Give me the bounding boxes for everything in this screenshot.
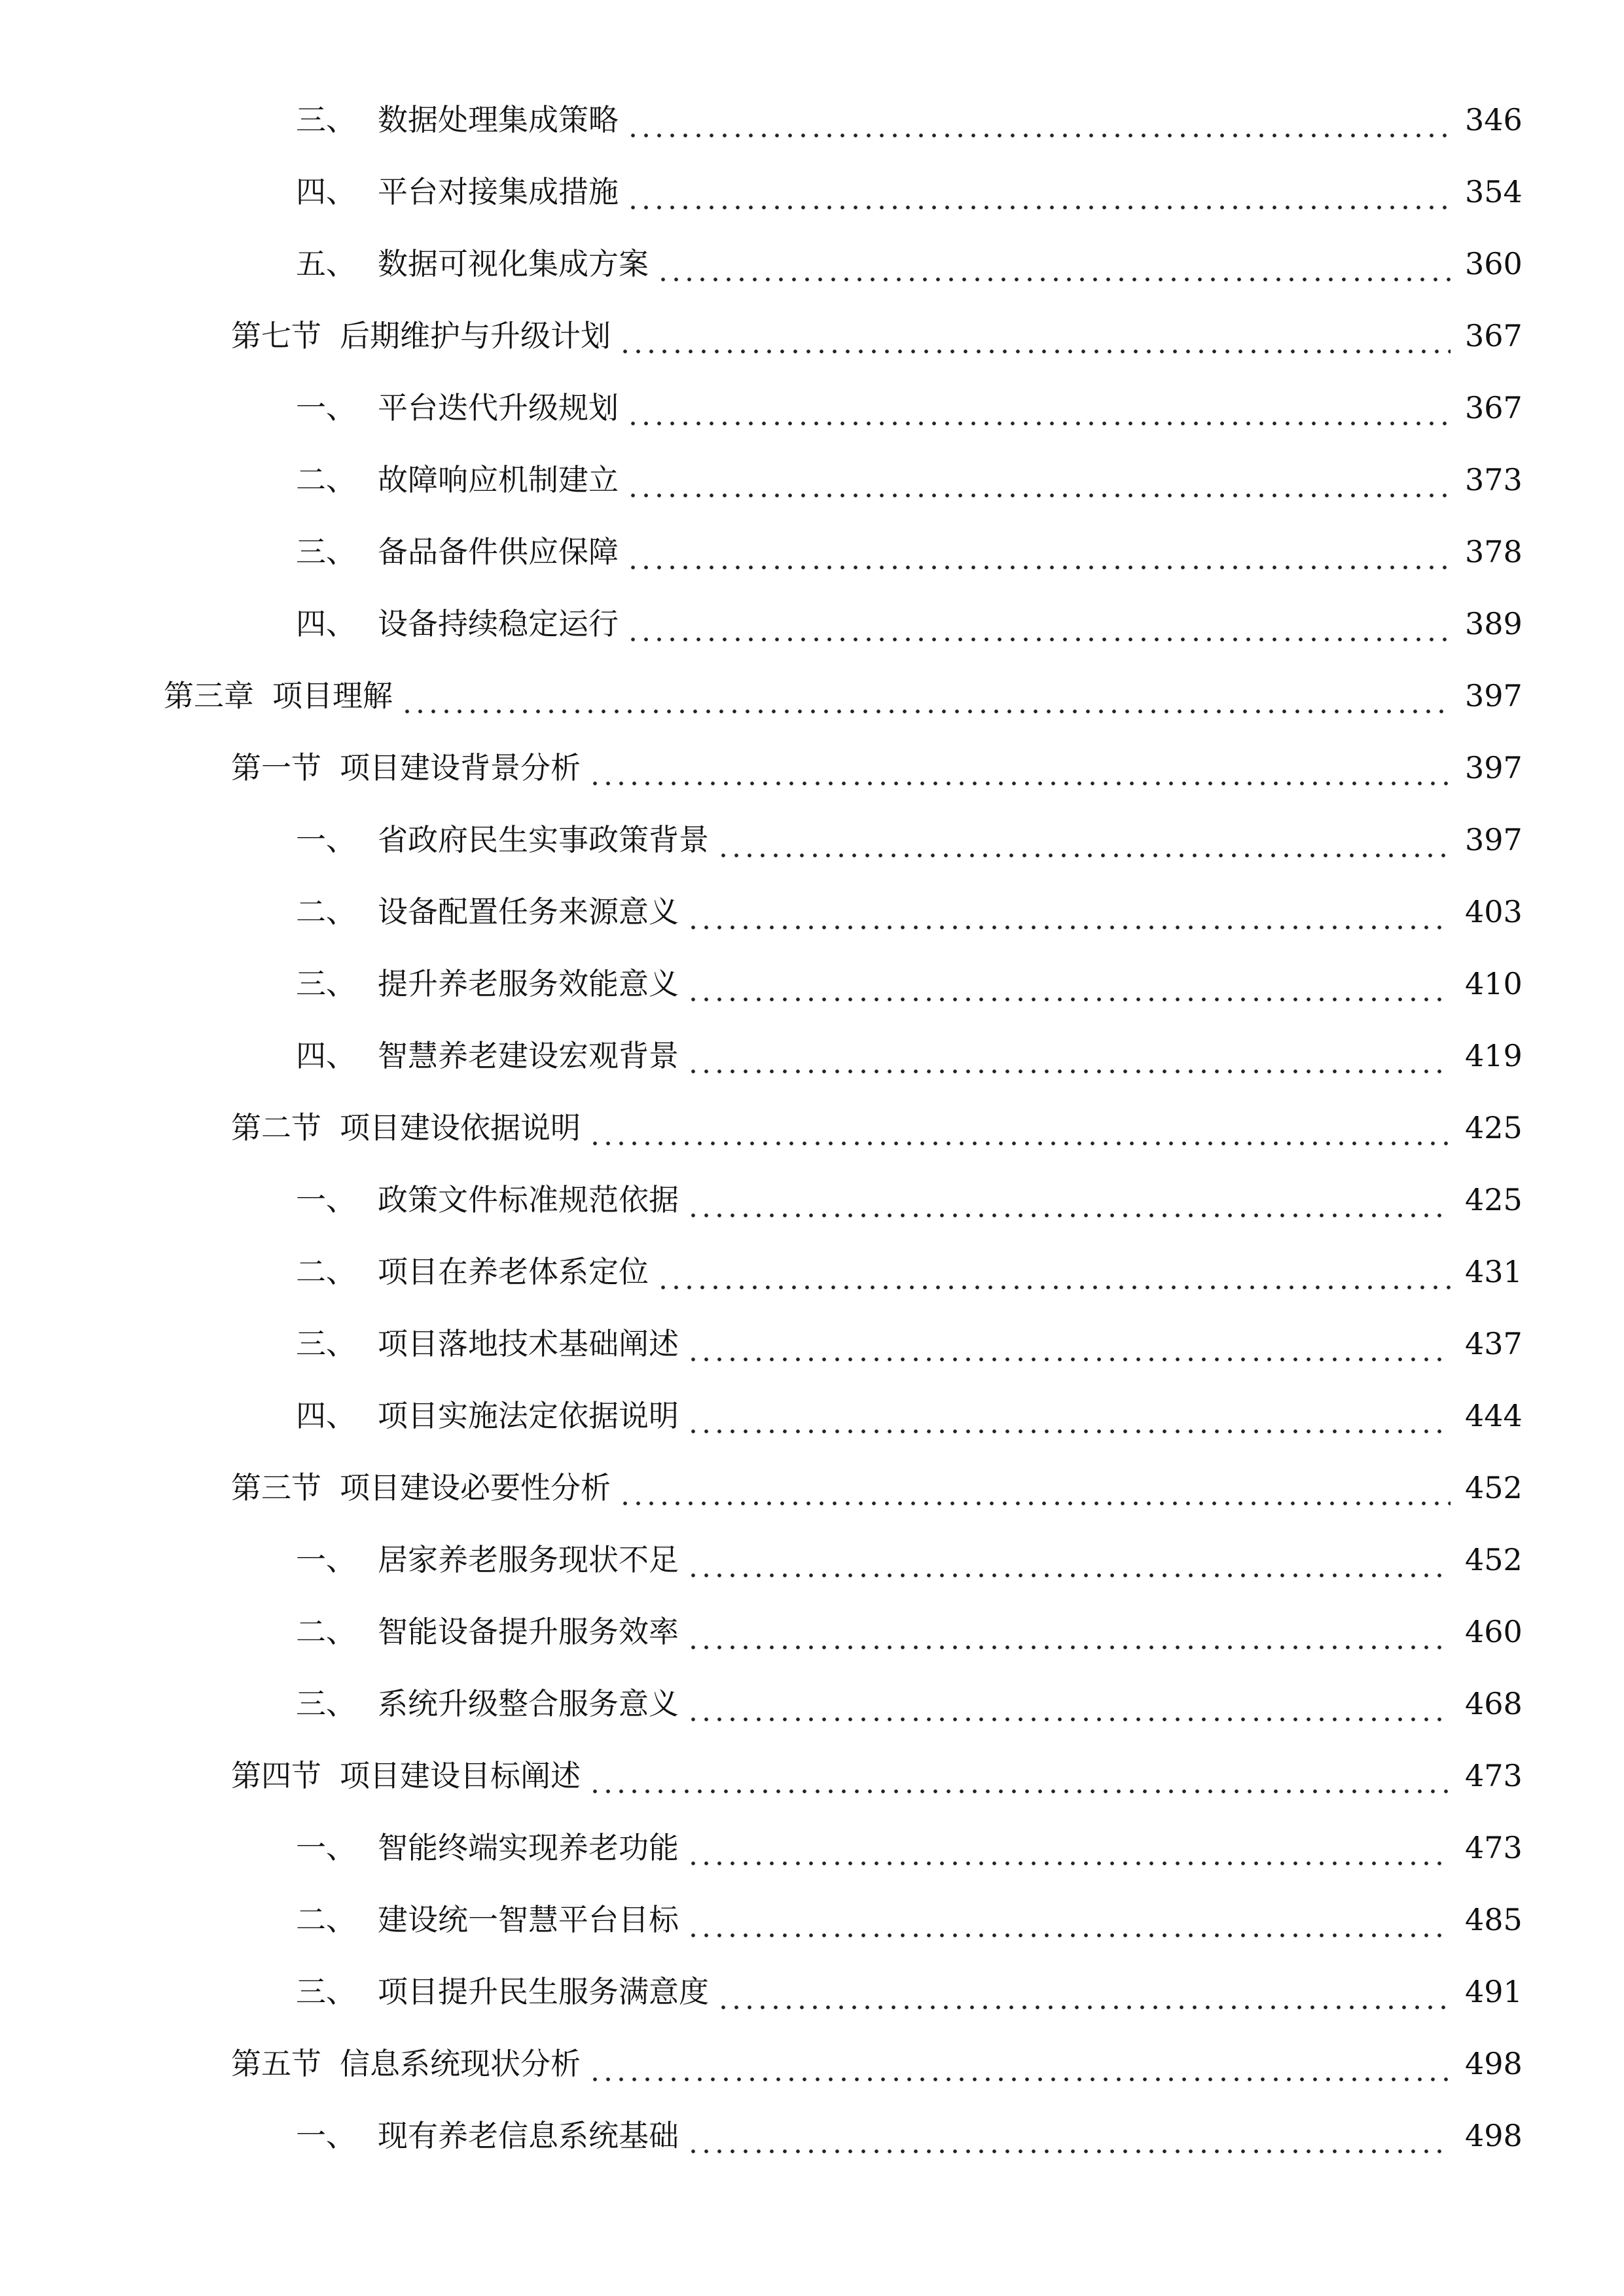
dot-leader xyxy=(687,1534,1451,1586)
toc-entry-number: 二、 xyxy=(296,1254,356,1289)
toc-entry-number: 四、 xyxy=(296,1038,356,1073)
toc-entry-title: 数据可视化集成方案 xyxy=(378,246,649,281)
dot-leader xyxy=(626,166,1451,218)
toc-page-number: 346 xyxy=(1465,102,1523,137)
toc-page-number: 485 xyxy=(1465,1902,1523,1937)
toc-entry-number: 第一节 xyxy=(231,750,321,785)
toc-page-number: 444 xyxy=(1465,1398,1523,1433)
toc-entry[interactable] xyxy=(296,958,1523,1010)
toc-entry[interactable] xyxy=(296,1605,1523,1658)
dot-leader xyxy=(687,1174,1451,1226)
toc-entry-title: 项目提升民生服务满意度 xyxy=(378,1974,709,2009)
dot-leader xyxy=(619,1462,1451,1514)
toc-entry-number: 二、 xyxy=(296,894,356,929)
toc-entry-title: 项目在养老体系定位 xyxy=(378,1254,649,1289)
toc-page-number: 373 xyxy=(1465,462,1523,497)
toc-entry-title: 项目落地技术基础阐述 xyxy=(378,1326,679,1361)
toc-entry-number: 三、 xyxy=(296,1686,356,1721)
toc-entry-number: 一、 xyxy=(296,2118,356,2153)
toc-page-number: 360 xyxy=(1465,246,1523,281)
toc-entry-number: 五、 xyxy=(296,246,356,281)
toc-entry-number: 一、 xyxy=(296,1542,356,1577)
dot-leader xyxy=(619,310,1451,362)
toc-entry-number: 一、 xyxy=(296,1830,356,1865)
dot-leader xyxy=(588,742,1451,794)
toc-entry[interactable] xyxy=(296,166,1523,218)
toc-entry-title: 提升养老服务效能意义 xyxy=(378,966,679,1001)
toc-entry[interactable] xyxy=(296,1246,1523,1298)
toc-entry[interactable] xyxy=(296,526,1523,578)
toc-entry-title: 省政府民生实事政策背景 xyxy=(378,822,709,857)
toc-entry[interactable] xyxy=(296,1318,1523,1370)
toc-page-number: 473 xyxy=(1465,1758,1523,1793)
dot-leader xyxy=(687,1605,1451,1658)
dot-leader xyxy=(626,598,1451,650)
toc-entry[interactable] xyxy=(296,382,1523,434)
toc-entry-title: 备品备件供应保障 xyxy=(378,534,619,569)
toc-section-entry[interactable] xyxy=(231,310,1523,362)
toc-entry-title: 故障响应机制建立 xyxy=(378,462,619,497)
toc-page-number: 419 xyxy=(1465,1038,1523,1073)
toc-page-number: 378 xyxy=(1465,534,1523,569)
toc-entry-number: 第七节 xyxy=(231,318,321,353)
toc-page-number: 403 xyxy=(1465,894,1523,929)
dot-leader xyxy=(626,454,1451,506)
toc-entry-number: 第二节 xyxy=(231,1110,321,1145)
dot-leader xyxy=(717,1965,1451,2018)
toc-entry-title: 系统升级整合服务意义 xyxy=(378,1686,679,1721)
toc-page-number: 460 xyxy=(1465,1614,1523,1649)
dot-leader xyxy=(401,670,1451,722)
toc-entry-number: 第四节 xyxy=(231,1758,321,1793)
toc-entry-title: 项目理解 xyxy=(272,678,393,713)
dot-leader xyxy=(687,1030,1451,1082)
toc-entry-title: 项目建设必要性分析 xyxy=(340,1470,611,1505)
toc-entry[interactable] xyxy=(296,238,1523,290)
toc-page-number: 425 xyxy=(1465,1182,1523,1217)
toc-entry[interactable] xyxy=(296,814,1523,866)
toc-entry-number: 二、 xyxy=(296,1614,356,1649)
toc-entry[interactable] xyxy=(296,1534,1523,1586)
toc-entry[interactable] xyxy=(296,1030,1523,1082)
toc-page-number: 410 xyxy=(1465,966,1523,1001)
toc-page-number: 397 xyxy=(1465,750,1523,785)
dot-leader xyxy=(588,1102,1451,1154)
toc-section-entry[interactable] xyxy=(231,1749,1523,1802)
toc-page-number: 367 xyxy=(1465,390,1523,425)
toc-page-number: 389 xyxy=(1465,606,1523,641)
dot-leader xyxy=(687,1821,1451,1874)
toc-section-entry[interactable] xyxy=(231,2037,1523,2090)
toc-entry-number: 第五节 xyxy=(231,2046,321,2081)
toc-entry-number: 四、 xyxy=(296,1398,356,1433)
dot-leader xyxy=(588,1749,1451,1802)
toc-page-number: 367 xyxy=(1465,318,1523,353)
toc-entry[interactable] xyxy=(296,1965,1523,2018)
toc-entry-title: 智能终端实现养老功能 xyxy=(378,1830,679,1865)
toc-entry-number: 第三章 xyxy=(164,678,254,713)
toc-entry-title: 设备持续稳定运行 xyxy=(378,606,619,641)
toc-entry-number: 一、 xyxy=(296,1182,356,1217)
toc-entry-number: 四、 xyxy=(296,174,356,209)
toc-entry-title: 项目建设背景分析 xyxy=(340,750,581,785)
toc-page-number: 473 xyxy=(1465,1830,1523,1865)
toc-entry-number: 四、 xyxy=(296,606,356,641)
toc-entry[interactable] xyxy=(296,1390,1523,1442)
toc-section-entry[interactable] xyxy=(231,742,1523,794)
toc-entry-number: 二、 xyxy=(296,1902,356,1937)
toc-chapter-entry[interactable] xyxy=(164,670,1523,722)
toc-entry-title: 智能设备提升服务效率 xyxy=(378,1614,679,1649)
toc-entry-title: 平台迭代升级规划 xyxy=(378,390,619,425)
toc-entry-title: 项目建设目标阐述 xyxy=(340,1758,581,1793)
toc-entry[interactable] xyxy=(296,1893,1523,1946)
dot-leader xyxy=(626,94,1451,146)
dot-leader xyxy=(687,958,1451,1010)
dot-leader xyxy=(588,2037,1451,2090)
toc-entry-title: 数据处理集成策略 xyxy=(378,102,619,137)
toc-entry[interactable] xyxy=(296,2109,1523,2162)
toc-entry-title: 居家养老服务现状不足 xyxy=(378,1542,679,1577)
toc-entry-title: 现有养老信息系统基础 xyxy=(378,2118,679,2153)
toc-entry[interactable] xyxy=(296,1677,1523,1730)
toc-entry-number: 第三节 xyxy=(231,1470,321,1505)
toc-entry-title: 设备配置任务来源意义 xyxy=(378,894,679,929)
toc-entry-number: 三、 xyxy=(296,102,356,137)
toc-entry-title: 智慧养老建设宏观背景 xyxy=(378,1038,679,1073)
toc-page-number: 425 xyxy=(1465,1110,1523,1145)
toc-entry-title: 后期维护与升级计划 xyxy=(340,318,611,353)
dot-leader xyxy=(657,238,1451,290)
toc-page-number: 452 xyxy=(1465,1542,1523,1577)
dot-leader xyxy=(626,526,1451,578)
toc-section-entry[interactable] xyxy=(231,1102,1523,1154)
toc-page-number: 354 xyxy=(1465,174,1523,209)
toc-entry-title: 平台对接集成措施 xyxy=(378,174,619,209)
dot-leader xyxy=(687,1893,1451,1946)
dot-leader xyxy=(626,382,1451,434)
toc-page-number: 431 xyxy=(1465,1254,1523,1289)
toc-page-number: 437 xyxy=(1465,1326,1523,1361)
toc-entry-number: 一、 xyxy=(296,822,356,857)
toc-entry-title: 项目建设依据说明 xyxy=(340,1110,581,1145)
toc-entry[interactable] xyxy=(296,1174,1523,1226)
dot-leader xyxy=(717,814,1451,866)
toc-entry-number: 三、 xyxy=(296,534,356,569)
toc-page-number: 498 xyxy=(1465,2046,1523,2081)
toc-entry-title: 建设统一智慧平台目标 xyxy=(378,1902,679,1937)
dot-leader xyxy=(687,1318,1451,1370)
toc-page-number: 491 xyxy=(1465,1974,1523,2009)
toc-entry-title: 信息系统现状分析 xyxy=(340,2046,581,2081)
toc-entry-number: 三、 xyxy=(296,1974,356,2009)
dot-leader xyxy=(687,1390,1451,1442)
dot-leader xyxy=(657,1246,1451,1298)
toc-entry-number: 二、 xyxy=(296,462,356,497)
toc-page-number: 468 xyxy=(1465,1686,1523,1721)
toc-entry[interactable] xyxy=(296,598,1523,650)
toc-entry-title: 政策文件标准规范依据 xyxy=(378,1182,679,1217)
toc-entry-number: 一、 xyxy=(296,390,356,425)
dot-leader xyxy=(687,1677,1451,1730)
dot-leader xyxy=(687,2109,1451,2162)
toc-entry-title: 项目实施法定依据说明 xyxy=(378,1398,679,1433)
toc-section-entry[interactable] xyxy=(231,1462,1523,1514)
toc-page-number: 498 xyxy=(1465,2118,1523,2153)
toc-entry[interactable] xyxy=(296,886,1523,938)
toc-entry-number: 三、 xyxy=(296,1326,356,1361)
toc-entry-number: 三、 xyxy=(296,966,356,1001)
toc-entry[interactable] xyxy=(296,1821,1523,1874)
toc-entry[interactable] xyxy=(296,94,1523,146)
toc-page-number: 452 xyxy=(1465,1470,1523,1505)
dot-leader xyxy=(687,886,1451,938)
toc-page-number: 397 xyxy=(1465,822,1523,857)
toc-entry[interactable] xyxy=(296,454,1523,506)
toc-page-number: 397 xyxy=(1465,678,1523,713)
